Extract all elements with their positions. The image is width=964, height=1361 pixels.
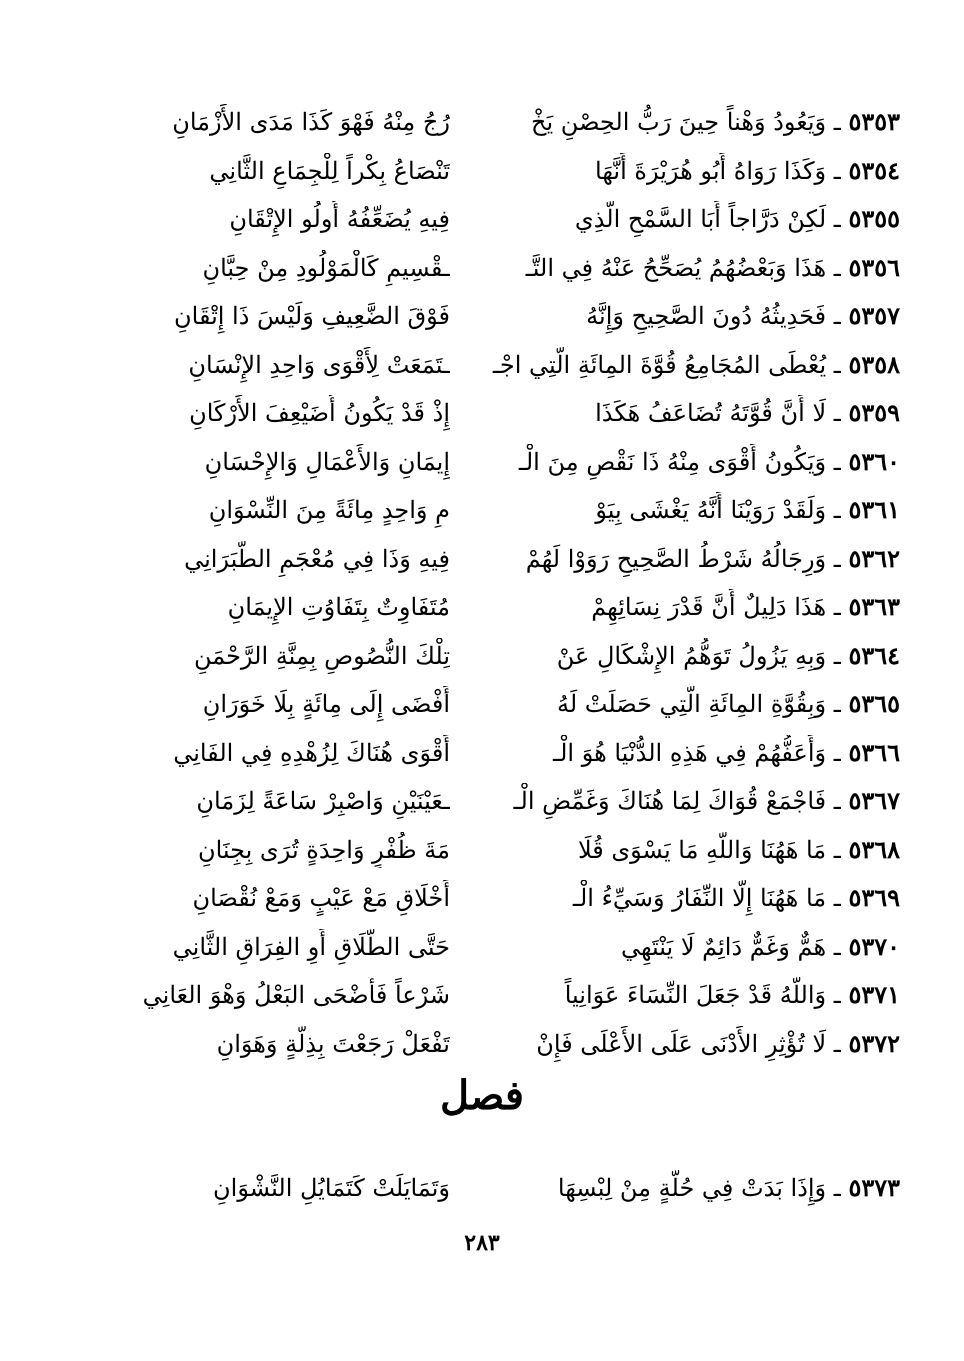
verse-right-text: مَا هَهُنَا إِلَّا النِّفَارُ وَسَيِّءُ الْـ [572,884,827,912]
verse-row [70,438,900,487]
verse-first-hemistich [480,153,900,189]
verse-dash: ـ [826,350,849,379]
verse-number: ٥٣٦٨ [848,834,900,864]
verse-first-hemistich [480,832,900,868]
verse-right-text: وَاللَّهُ قَدْ جَعَلَ النِّسَاءَ عَوَانِياً [564,981,827,1009]
verse-right-text: هَمٌّ وَغَمٌّ دَائِمٌ لَا يَنْتَهِي [620,932,827,961]
verse-right-text: لَا تُؤْثِرِ الأَدْنَى عَلَى الأَعْلَى فَإِنْ [536,1029,827,1058]
verse-number: ٥٣٦٣ [848,592,900,621]
verse-right-text: يُعْطَى المُجَامِعُ قُوَّةَ المِائَةِ الَّتِي اجْـ [492,350,827,379]
verse-dash: ـ [826,981,849,1009]
verse-row [70,583,900,632]
verse-dash: ـ [826,641,849,670]
verse-dash: ـ [826,253,849,282]
verse-second-hemistich: مٍ وَاحِدٍ مِائَةً مِنَ النِّسْوَانِ [208,496,450,524]
section-title: فصل [439,1072,525,1119]
verse-dash: ـ [826,544,849,573]
verse-second-hemistich: أَفْضَى إِلَى مِائَةٍ بِلَا خَوَرَانِ [202,690,450,718]
verse-dash: ـ [826,884,849,912]
verse-first-hemistich [480,201,900,237]
verse-number: ٥٣٧٢ [848,1028,900,1058]
verse-number: ٥٣٧٠ [848,931,900,961]
verse-dash: ـ [826,156,849,185]
verse-second-hemistich: تَفْعَلْ رَجَعْتَ بِذِلَّةٍ وَهَوَانِ [216,1029,450,1058]
verse-right-text: وَبِهِ يَزُولُ تَوَهُّمُ الإِشْكَالِ عَنْ [556,641,827,670]
verse-dash: ـ [826,1174,849,1202]
verse-second-hemistich: شَرْعاً فَأَضْحَى البَعْلُ وَهْوَ العَانِي [142,981,450,1009]
verse-first-hemistich [480,347,900,383]
verse-number: ٥٣٥٤ [848,155,900,185]
verse-right-text: لَكِنْ دَرَّاجاً أَبَا السَّمْحِ الَّذِي [574,205,827,233]
verse-number: ٥٣٥٥ [848,204,900,233]
verse-second-hemistich: إِيمَانِ وَالأَعْمَالِ وَالإِحْسَانِ [204,447,450,476]
verse-right-text: وَأَعَفُّهُمْ فِي هَذِهِ الدُّنْيَا هُوَ الْـ [553,738,827,767]
verse-dash: ـ [826,447,849,476]
verse-right-text: وَبِقُوَّةِ المِائَةِ الَّتِي حَصَلَتْ لَهُ [556,690,827,718]
verse-dash: ـ [826,108,849,136]
verse-row [70,341,900,390]
verse-first-hemistich [480,492,900,528]
verse-number: ٥٣٥٧ [848,301,900,330]
verse-row [70,971,900,1020]
verse-number: ٥٣٧٣ [848,1173,900,1202]
verse-first-hemistich [480,104,900,140]
verse-first-hemistich [480,298,900,334]
verse-row [70,389,900,438]
verse-dash: ـ [826,787,849,815]
verse-first-hemistich [480,880,900,916]
verse-second-hemistich: فَوْقَ الضَّعِيفِ وَلَيْسَ ذَا إِتْقَانِ [174,302,450,330]
verse-row [70,195,900,244]
verse-number: ٥٣٥٦ [848,252,900,282]
verse-right-text: لَا أَنَّ قُوَّتَهُ تُضَاعَفُ هَكَذَا [595,399,827,427]
verse-first-hemistich [480,444,900,480]
verse-first-hemistich [480,589,900,625]
verse-dash: ـ [826,496,849,524]
verse-second-hemistich: رُجُ مِنْهُ فَهْوَ كَذَا مَدَى الأَزْمَانِ [172,108,450,136]
verse-row [70,147,900,196]
verse-dash: ـ [826,593,849,621]
verse-right-text: فَاجْمَعْ قُوَاكَ لِمَا هُنَاكَ وَغَمِّضِ الْـ [513,787,827,815]
verse-right-text: فَحَدِيثُهُ دُونَ الصَّحِيحِ وَإِنَّهُ [586,302,827,330]
verse-right-text: وَيَعُودُ وَهْناً حِينَ رَبُّ الحِصْنِ يَخْ [531,108,827,136]
verse-right-text: هَذَا وَبَعْضُهُمُ يُصَحِّحُ عَنْهُ فِي التَّـ [525,253,827,282]
verse-number: ٥٣٦٥ [848,689,900,718]
verse-right-text: مَا هَهُنَا وَاللَّهِ مَا يَسْوَى قُلَا [577,835,827,864]
verse-second-hemistich: مَةَ ظُفْرٍ وَاحِدَةٍ تُرَى بِجِنَانِ [197,835,450,864]
verse-first-hemistich [480,541,900,577]
verse-number: ٥٣٦٦ [848,737,900,767]
verse-number: ٥٣٦٢ [848,543,900,573]
verse-dash: ـ [826,835,849,864]
verse-second-hemistich: تِلْكَ النُّصُوصِ بِمِنَّةِ الرَّحْمَنِ [193,641,450,670]
verse-row [70,874,900,923]
verse-row [70,680,900,729]
verse-second-hemistich: ـقْسِيمِ كَالْمَوْلُودِ مِنْ حِبَّانِ [202,253,450,282]
verse-second-hemistich: وَتَمَايَلَتْ كَتَمَايُلِ النَّشْوَانِ [213,1174,450,1202]
verse-second-hemistich: إِذْ قَدْ يَكُونُ أُضَيْعِفَ الأَرْكَانِ [189,399,450,427]
verse-right-text: وَرِجَالُهُ شَرْطُ الصَّحِيحِ رَوَوْا لَهُمْ [525,544,827,573]
verse-number: ٥٣٦٤ [848,640,900,670]
verse-right-text: وَإِذَا بَدَتْ فِي حُلَّةٍ مِنْ لِبْسِهَا [557,1174,827,1202]
verse-row [70,923,900,972]
verse-right-text: وَكَذَا رَوَاهُ أَبُو هُرَيْرَةَ أَنَّهَا [595,156,827,185]
verse-number: ٥٣٦٩ [848,883,900,912]
verse-first-hemistich [480,638,900,674]
verse-number: ٥٣٥٣ [848,107,900,136]
verse-second-hemistich: حَتَّى الطَّلَاقِ أَوِ الفِرَاقِ الثَّانِي [172,932,450,961]
verse-row [70,292,900,341]
verse-right-text: وَيَكُونُ أَقْوَى مِنْهُ ذَا نَقْصٍ مِنَ الْـ [518,447,827,476]
verse-right-text: وَلَقَدْ رَوَيْنَا أَنَّهُ يَغْشَى بِيَوْ [595,496,827,524]
verse-row-last [70,1164,900,1204]
verse-row [70,729,900,778]
verse-dash: ـ [826,399,849,427]
verse-row [70,826,900,875]
verse-row [70,486,900,535]
verse-first-hemistich [480,686,900,722]
verse-second-hemistich: مُتَفَاوِتٌ بِتَفَاوُتِ الإِيمَانِ [227,593,450,621]
verse-number: ٥٣٧١ [848,980,900,1009]
verse-first-hemistich [480,395,900,431]
verse-row [70,632,900,681]
verse-number: ٥٣٥٩ [848,398,900,427]
verse-dash: ـ [826,738,849,767]
verse-first-hemistich [480,977,900,1013]
verse-second-hemistich: أَخْلَاقِ مَعْ عَيْبٍ وَمَعْ نُقْصَانِ [192,884,450,912]
verse-number: ٥٣٥٨ [848,349,900,379]
verse-row [70,777,900,826]
page-number: ٢٨٣ [464,1230,500,1256]
verse-second-hemistich: فِيهِ وَذَا فِي مُعْجَمِ الطَّبَرَانِي [184,544,450,573]
verse-row [70,98,900,147]
verse-second-hemistich: تَنْصَاعُ بِكْراً لِلْجِمَاعِ الثَّانِي [209,156,450,185]
verse-first-hemistich [480,250,900,286]
verse-number: ٥٣٦١ [848,495,900,524]
verse-first-hemistich [480,735,900,771]
verse-row [70,1020,900,1069]
verse-number: ٥٣٦٧ [848,786,900,815]
verse-dash: ـ [826,205,849,233]
verse-first-hemistich [480,1026,900,1062]
verse-second-hemistich: فِيهِ يُضَعِّفُهُ أُولُو الإِتْقَانِ [229,205,450,233]
verse-dash: ـ [826,932,849,961]
verse-row [70,535,900,584]
verse-list [70,98,900,1068]
verse-row [70,244,900,293]
verse-dash: ـ [826,302,849,330]
verse-second-hemistich: أَقْوَى هُنَاكَ لِزُهْدِهِ فِي الفَانِي [173,738,450,767]
verse-first-hemistich [480,783,900,819]
verse-first-hemistich [480,1170,900,1206]
verse-second-hemistich: ـعَيْنَيْنِ وَاصْبِرْ سَاعَةً لِزَمَانِ [196,787,450,815]
verse-right-text: هَذَا دَلِيلٌ أَنَّ قَدْرَ نِسَائِهِمْ [591,593,827,621]
verse-second-hemistich: ـتَمَعَتْ لِأَقْوَى وَاحِدِ الإِنْسَانِ [188,350,450,379]
verse-number: ٥٣٦٠ [848,446,900,476]
verse-dash: ـ [826,690,849,718]
verse-dash: ـ [826,1029,849,1058]
verse-first-hemistich [480,929,900,965]
